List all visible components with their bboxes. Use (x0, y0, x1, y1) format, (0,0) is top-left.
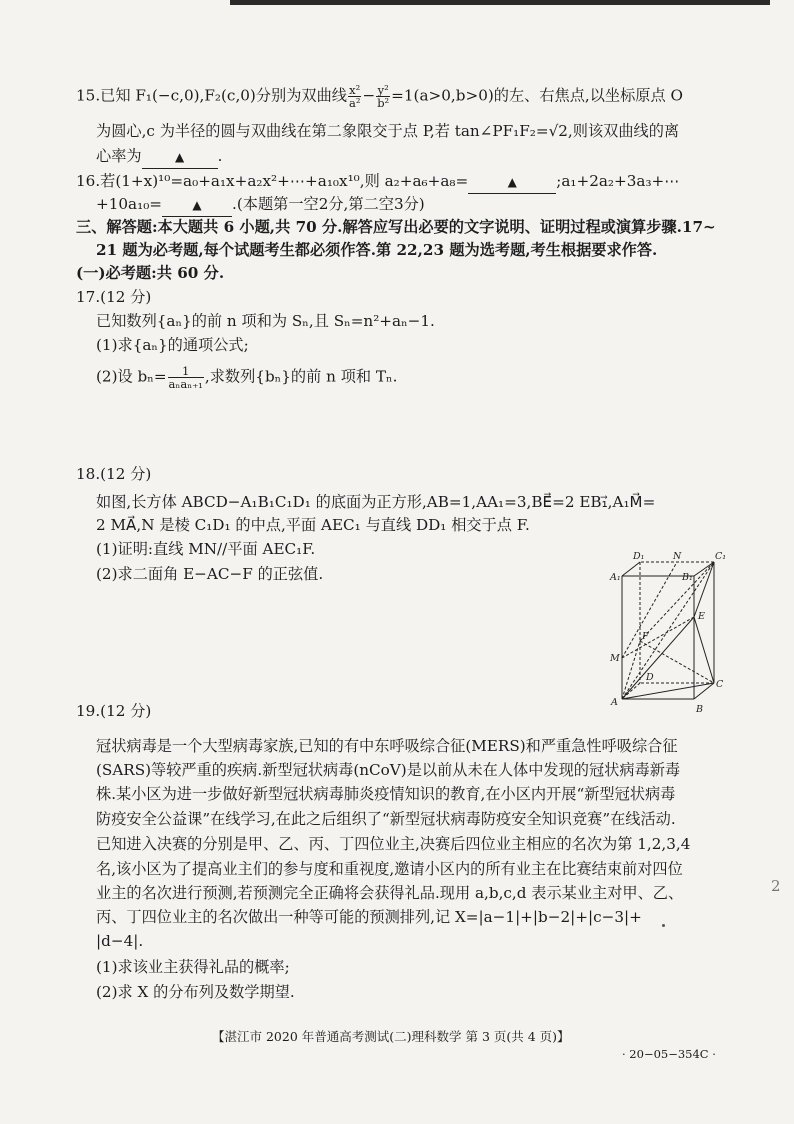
q15-frac2-num: y² (377, 83, 389, 97)
label-C: C (716, 679, 724, 690)
q19-heading: 19.(12 分) (76, 702, 152, 720)
q17-heading: 17.(12 分) (76, 288, 152, 306)
q15-blank-mark: ▲ (174, 150, 185, 164)
section3-subheading: (一)必考题:共 60 分. (76, 264, 225, 282)
label-A1: A₁ (610, 572, 621, 583)
q17-part2 (96, 365, 397, 390)
q16-blank2-mark: ▲ (192, 198, 202, 212)
q17-frac-num: 1 (168, 365, 204, 378)
label-C1: C₁ (715, 551, 727, 562)
q16-text-c: +10a₁₀= (96, 195, 163, 213)
scan-top-edge (230, 0, 770, 5)
label-A: A (611, 697, 618, 708)
margin-mark: 2 (771, 877, 781, 895)
q15-line1 (76, 84, 683, 109)
label-D: D (646, 672, 654, 683)
q17-statement: 已知数列{aₙ}的前 n 项和为 Sₙ,且 Sₙ=n²+aₙ−1. (96, 312, 435, 330)
q16-blank1-mark: ▲ (507, 175, 517, 189)
scan-speck (662, 924, 665, 927)
q16-line1 (76, 170, 679, 192)
q15-text-a: 15.已知 F₁(−c,0),F₂(c,0)分别为双曲线 (76, 86, 347, 105)
q19-line8: 丙、丁四位业主的名次做出一种等可能的预测排列,记 X=|a−1|+|b−2|+|c−3|+ (96, 908, 642, 926)
label-B1: B₁ (682, 572, 693, 583)
q17-fraction-bn (168, 365, 204, 390)
q15-frac1-den: a² (348, 96, 361, 110)
q18-heading: 18.(12 分) (76, 465, 152, 483)
exam-code: · 20−05−354C · (622, 1047, 716, 1061)
q18-part2: (2)求二面角 E−AC−F 的正弦值. (96, 565, 324, 583)
q16-line2 (96, 193, 425, 215)
q19-part1: (1)求该业主获得礼品的概率; (96, 958, 290, 976)
q19-line1: 冠状病毒是一个大型病毒家族,已知的有中东呼吸综合征(MERS)和严重急性呼吸综合征 (96, 737, 678, 755)
q19-line5: 已知进入决赛的分别是甲、乙、丙、丁四位业主,决赛后四位业主相应的名次为第 1,2,3,4 (96, 835, 691, 853)
q17-frac-den: aₙaₙ₊₁ (168, 377, 203, 391)
section3-line1: 三、解答题:本大题共 6 小题,共 70 分.解答应写出必要的文字说明、证明过程或演算步骤.17~ (76, 218, 716, 236)
label-E: E (698, 611, 705, 622)
q19-line4: 防疫安全公益课”在线学习,在此之后组织了“新型冠状病毒防疫安全知识竞赛”在线活动. (96, 810, 676, 828)
q19-line2: (SARS)等较严重的疾病.新型冠状病毒(nCoV)是以前从未在人体中发现的冠状病毒新毒 (96, 761, 681, 779)
label-N: N (673, 551, 682, 562)
label-M: M (610, 653, 620, 664)
q15-text-b: =1(a>0,b>0)的左、右焦点,以坐标原点 O (391, 86, 683, 105)
q15-fraction-y (376, 84, 390, 109)
q15-frac2-den: b² (377, 96, 390, 110)
q15-end: . (217, 147, 223, 165)
label-D1: D₁ (633, 551, 645, 562)
q19-part2: (2)求 X 的分布列及数学期望. (96, 983, 295, 1001)
q16-answer-blank-1[interactable] (468, 174, 556, 194)
q18-line2: 2 MA⃗,N 是棱 C₁D₁ 的中点,平面 AEC₁ 与直线 DD₁ 相交于点 F. (96, 516, 530, 534)
q19-line7: 业主的名次进行预测,若预测完全正确将会获得礼品.现用 a,b,c,d 表示某业主对甲、乙、 (96, 884, 684, 902)
q15-frac1-num: x² (349, 83, 361, 97)
q19-line6: 名,该小区为了提高业主们的参与度和重视度,邀请小区内的所有业主在比赛结束前对四位 (96, 860, 683, 878)
q17-part2-text-b: ,求数列{bₙ}的前 n 项和 Tₙ. (204, 367, 398, 386)
q16-text-d: .(本题第一空2分,第二空3分) (232, 195, 425, 213)
section3-line2: 21 题为必考题,每个试题考生都必须作答.第 22,23 题为选考题,考生根据要求作答. (96, 241, 658, 259)
q15-answer-blank[interactable] (142, 149, 218, 169)
q15-line2: 为圆心,c 为半径的圆与双曲线在第二象限交于点 P,若 tan∠PF₁F₂=√2,则该双曲线的离 (96, 122, 680, 140)
q18-part1: (1)证明:直线 MN∕∕平面 AEC₁F. (96, 540, 316, 558)
q19-line3: 株.某小区为进一步做好新型冠状病毒肺炎疫情知识的教育,在小区内开展“新型冠状病毒 (96, 785, 676, 803)
label-F: F (642, 631, 649, 642)
q16-text-a: 16.若(1+x)¹⁰=a₀+a₁x+a₂x²+⋯+a₁₀x¹⁰,则 a₂+a₆+a₈= (76, 172, 469, 190)
q15-line3 (96, 145, 222, 167)
q15-fraction-x (348, 84, 361, 109)
cuboid-figure (602, 546, 728, 716)
q16-text-b: ;a₁+2a₂+3a₃+⋯ (556, 172, 680, 190)
page-footer: 【湛江市 2020 年普通高考测试(二)理科数学 第 3 页(共 4 页)】 (212, 1029, 570, 1044)
label-B: B (696, 704, 703, 715)
q15-minus: − (362, 86, 376, 105)
q17-part2-text-a: (2)设 bₙ= (96, 367, 167, 386)
q16-answer-blank-2[interactable] (162, 197, 232, 217)
q19-line9: |d−4|. (96, 932, 144, 950)
q18-line1: 如图,长方体 ABCD−A₁B₁C₁D₁ 的底面为正方形,AB=1,AA₁=3,BE⃗=2 EB₁⃗,A₁M⃗= (96, 493, 656, 511)
q17-part1: (1)求{aₙ}的通项公式; (96, 336, 249, 354)
q15-text-c: 心率为 (96, 147, 142, 165)
